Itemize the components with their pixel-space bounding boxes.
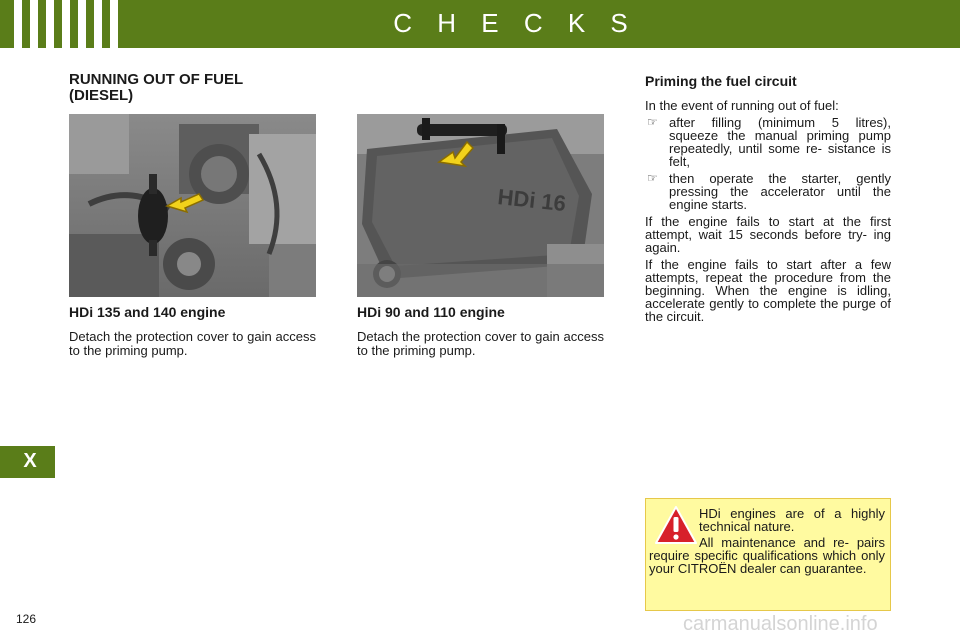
engine-heading-hdi-90-110: HDi 90 and 110 engine: [357, 304, 505, 320]
priming-paragraph: If the engine fails to start at the first attempt, wait 15 seconds before try- ing again.: [645, 214, 891, 255]
page-number: 126: [16, 612, 37, 626]
chapter-title: C H E C K S: [393, 8, 637, 38]
priming-heading: Priming the fuel circuit: [645, 73, 797, 89]
engine-text-hdi-135-140: Detach the protection cover to gain access to the priming pump.: [69, 329, 316, 358]
watermark: carmanualsonline.info: [683, 613, 878, 635]
engine-text-hdi-90-110: Detach the protection cover to gain access to the priming pump.: [357, 329, 604, 358]
warning-text: HDi engines are of a highly technical nature.: [699, 506, 885, 534]
pointing-hand-icon: ☞: [647, 115, 658, 129]
priming-step: ☞ then operate the starter, gently pressing the accelerator until the engine starts.: [647, 171, 891, 212]
priming-section: [645, 73, 891, 327]
engine-photo-hdi-135-140: [69, 114, 316, 297]
chapter-tab-letter: X: [23, 450, 37, 472]
pointing-hand-icon: ☞: [647, 171, 658, 185]
engine-photo-hdi-90-110: [357, 114, 604, 297]
engine-cover-label: HDi 16: [496, 184, 568, 217]
warning-text: All maintenance and re- pairs require specific qualifications which only your CITROËN dealer can guarantee.: [649, 535, 885, 576]
section-title: RUNNING OUT OF FUEL (DIESEL): [69, 71, 244, 104]
warning-box: [645, 498, 891, 611]
priming-step: ☞ after filling (minimum 5 litres), squeeze the manual priming pump repeatedly, until some re- sistance is felt,: [647, 115, 891, 169]
engine-heading-hdi-135-140: HDi 135 and 140 engine: [69, 304, 226, 320]
page-header: [0, 0, 960, 48]
chapter-tab[interactable]: [0, 446, 55, 478]
priming-intro: In the event of running out of fuel:: [645, 98, 839, 113]
priming-paragraph: If the engine fails to start after a few attempts, repeat the procedure from the beginning. When the engine is idling, accelerate gently to complete the purge of the circuit.: [645, 257, 891, 324]
